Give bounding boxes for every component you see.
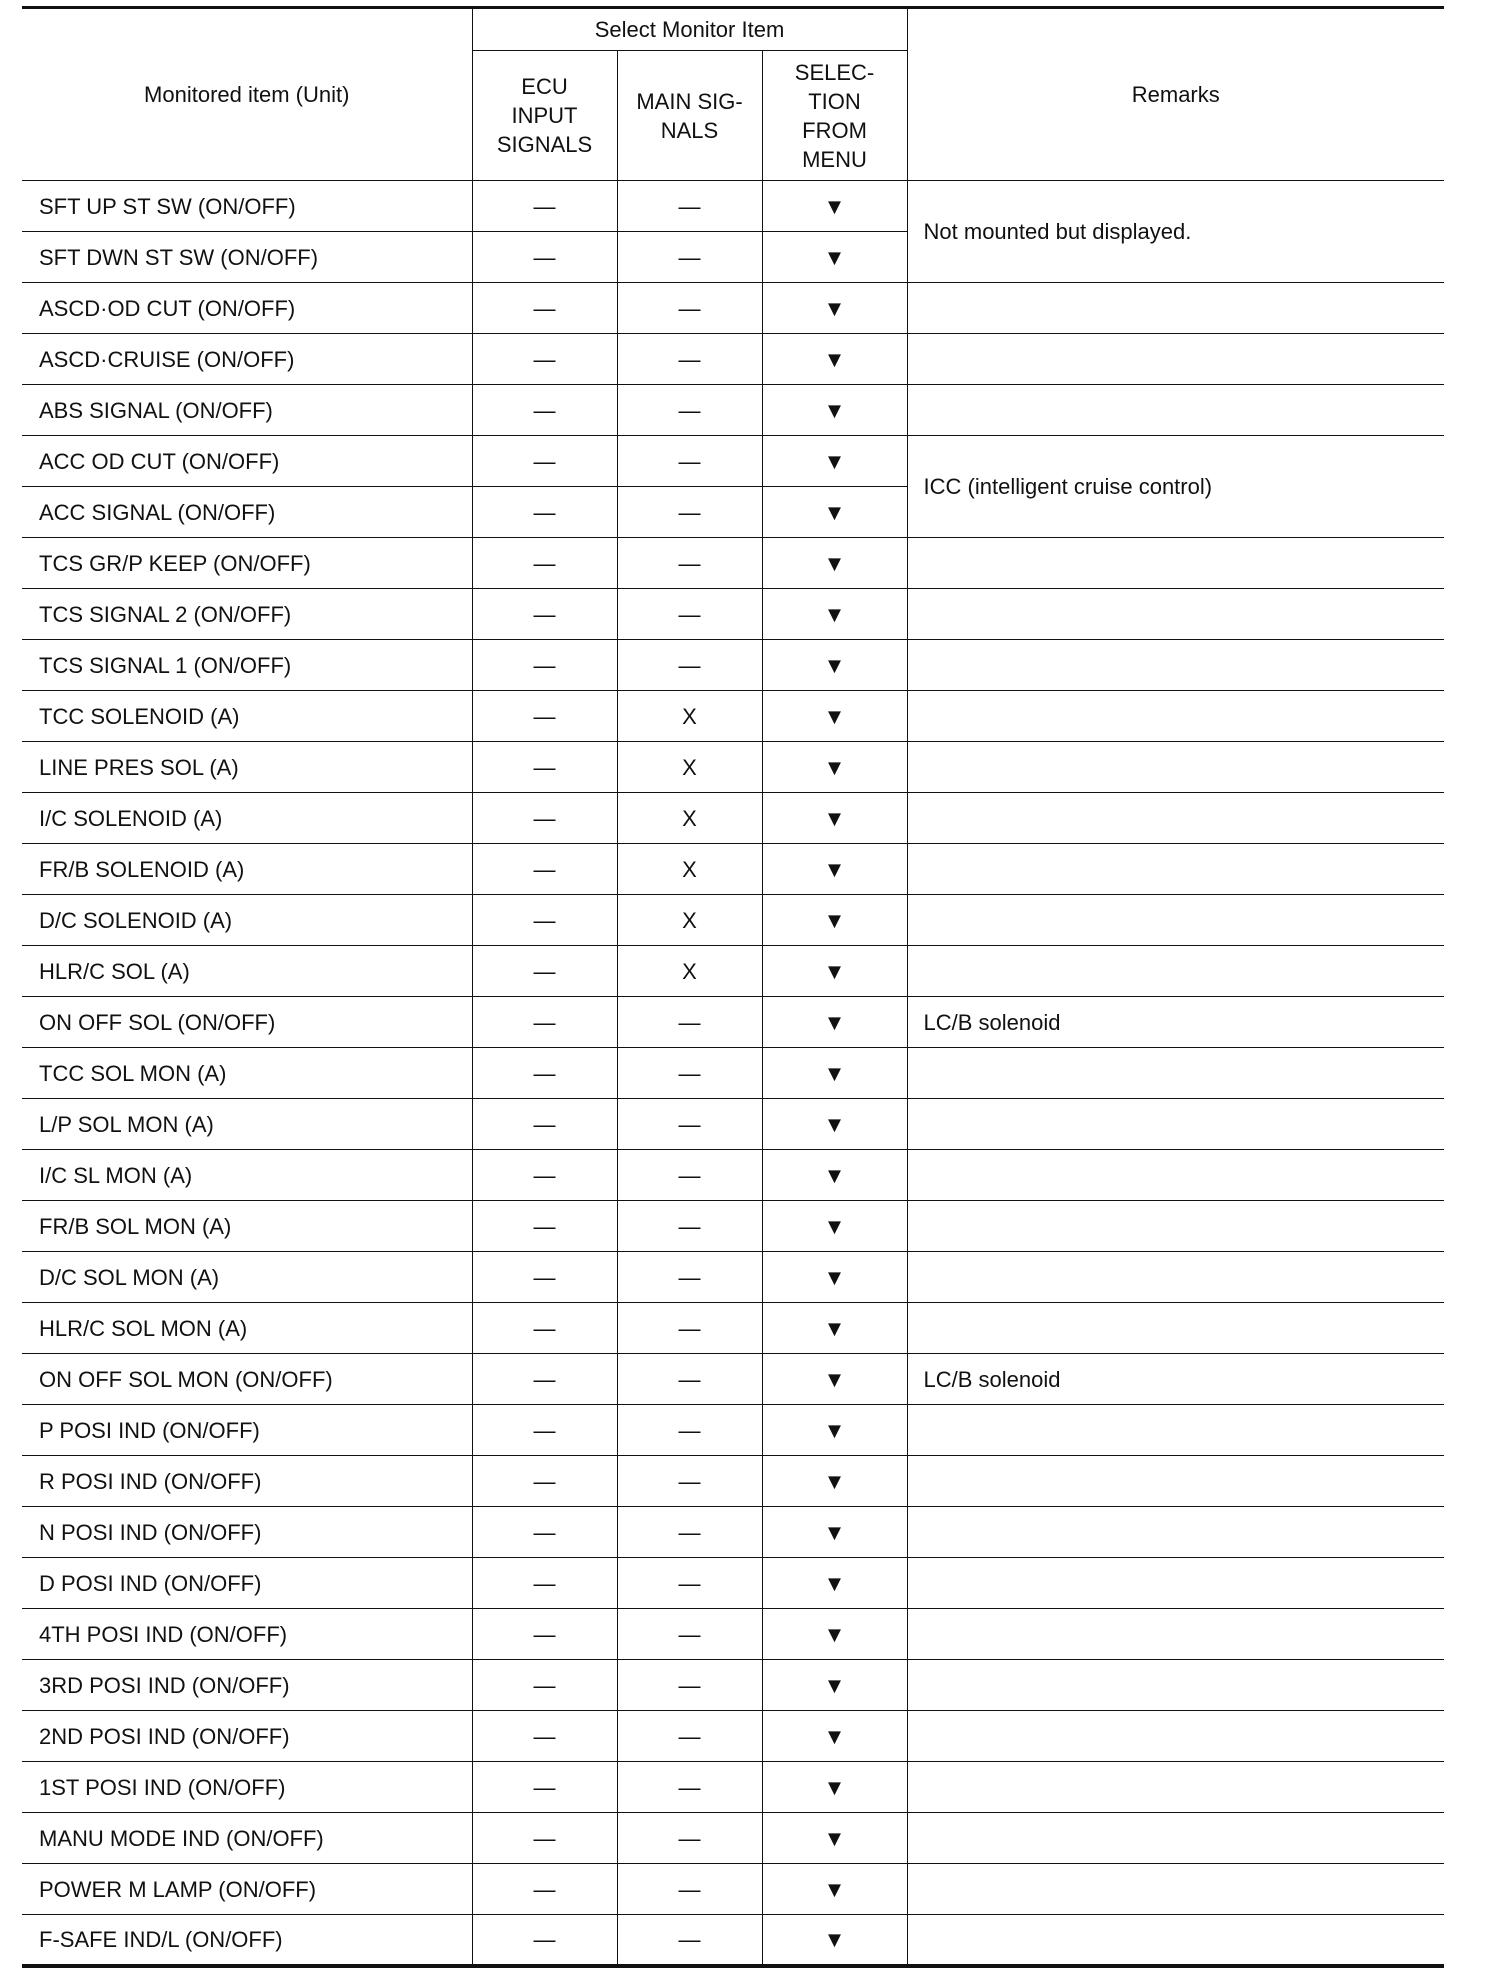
monitored-item-cell: MANU MODE IND (ON/OFF) [22, 1813, 472, 1864]
table-row [22, 1354, 1444, 1405]
remarks-cell [907, 1660, 1444, 1711]
main-signals-cell: — [617, 1099, 762, 1150]
monitored-item-cell: N POSI IND (ON/OFF) [22, 1507, 472, 1558]
remarks-cell [907, 946, 1444, 997]
monitored-item-cell: ASCD·OD CUT (ON/OFF) [22, 283, 472, 334]
table-row [22, 1048, 1444, 1099]
remarks-cell [907, 844, 1444, 895]
main-signals-cell: X [617, 742, 762, 793]
ecu-input-signals-cell: — [472, 691, 617, 742]
main-signals-cell: X [617, 793, 762, 844]
main-signals-cell: — [617, 589, 762, 640]
down-triangle-icon: ▼ [823, 1468, 846, 1494]
monitored-item-cell: TCS GR/P KEEP (ON/OFF) [22, 538, 472, 589]
monitored-item-cell: TCC SOLENOID (A) [22, 691, 472, 742]
down-triangle-icon: ▼ [823, 1876, 846, 1902]
selection-from-menu-cell [762, 1507, 907, 1558]
monitored-item-cell: TCS SIGNAL 1 (ON/OFF) [22, 640, 472, 691]
down-triangle-icon: ▼ [823, 1162, 846, 1188]
remarks-cell [907, 640, 1444, 691]
table-row [22, 385, 1444, 436]
monitored-item-cell: ON OFF SOL MON (ON/OFF) [22, 1354, 472, 1405]
ecu-input-signals-cell: — [472, 1711, 617, 1762]
selection-from-menu-cell [762, 589, 907, 640]
table-row [22, 742, 1444, 793]
down-triangle-icon: ▼ [823, 1009, 846, 1035]
table-row [22, 436, 1444, 487]
header-main-line: NALS [660, 117, 719, 143]
table-row [22, 844, 1444, 895]
selection-from-menu-cell [762, 1354, 907, 1405]
selection-from-menu-cell [762, 1864, 907, 1915]
table-row [22, 1303, 1444, 1354]
table-row [22, 589, 1444, 640]
selection-from-menu-cell [762, 742, 907, 793]
monitored-item-cell: 4TH POSI IND (ON/OFF) [22, 1609, 472, 1660]
down-triangle-icon: ▼ [823, 1111, 846, 1137]
down-triangle-icon: ▼ [823, 1774, 846, 1800]
main-signals-cell: — [617, 1303, 762, 1354]
table-row [22, 1201, 1444, 1252]
down-triangle-icon: ▼ [823, 703, 846, 729]
table-row [22, 1558, 1444, 1609]
ecu-input-signals-cell: — [472, 1354, 617, 1405]
header-main-signals [617, 51, 762, 181]
down-triangle-icon: ▼ [823, 1672, 846, 1698]
header-selection-line: TION [808, 88, 861, 114]
header-selection-line: SELEC- [794, 59, 875, 85]
ecu-input-signals-cell: — [472, 1507, 617, 1558]
selection-from-menu-cell [762, 946, 907, 997]
down-triangle-icon: ▼ [823, 499, 846, 525]
header-main-line: MAIN SIG- [636, 88, 743, 114]
ecu-input-signals-cell: — [472, 640, 617, 691]
remarks-cell [907, 691, 1444, 742]
selection-from-menu-cell [762, 1456, 907, 1507]
table-row [22, 1915, 1444, 1966]
header-ecu-input-signals [472, 51, 617, 181]
selection-from-menu-cell [762, 691, 907, 742]
remarks-cell [907, 793, 1444, 844]
ecu-input-signals-cell: — [472, 1456, 617, 1507]
ecu-input-signals-cell: — [472, 1303, 617, 1354]
ecu-input-signals-cell: — [472, 1201, 617, 1252]
main-signals-cell: — [617, 1048, 762, 1099]
monitored-item-cell: SFT UP ST SW (ON/OFF) [22, 181, 472, 232]
monitored-item-cell: ON OFF SOL (ON/OFF) [22, 997, 472, 1048]
remarks-cell [907, 538, 1444, 589]
monitored-item-cell: D POSI IND (ON/OFF) [22, 1558, 472, 1609]
monitored-item-cell: D/C SOLENOID (A) [22, 895, 472, 946]
main-signals-cell: — [617, 385, 762, 436]
ecu-input-signals-cell: — [472, 997, 617, 1048]
ecu-input-signals-cell: — [472, 1762, 617, 1813]
down-triangle-icon: ▼ [823, 193, 846, 219]
main-signals-cell: — [617, 640, 762, 691]
down-triangle-icon: ▼ [823, 1366, 846, 1392]
selection-from-menu-cell [762, 1201, 907, 1252]
ecu-input-signals-cell: — [472, 436, 617, 487]
remarks-cell: LC/B solenoid [907, 997, 1444, 1048]
monitored-item-cell: D/C SOL MON (A) [22, 1252, 472, 1303]
down-triangle-icon: ▼ [823, 1264, 846, 1290]
table-row [22, 895, 1444, 946]
main-signals-cell: — [617, 1354, 762, 1405]
selection-from-menu-cell [762, 1711, 907, 1762]
ecu-input-signals-cell: — [472, 1150, 617, 1201]
ecu-input-signals-cell: — [472, 844, 617, 895]
selection-from-menu-cell [762, 1915, 907, 1966]
selection-from-menu-cell [762, 844, 907, 895]
monitored-item-cell: P POSI IND (ON/OFF) [22, 1405, 472, 1456]
monitored-item-cell: TCC SOL MON (A) [22, 1048, 472, 1099]
monitored-item-cell: I/C SL MON (A) [22, 1150, 472, 1201]
main-signals-cell: — [617, 232, 762, 283]
main-signals-cell: — [617, 1456, 762, 1507]
remarks-cell [907, 1711, 1444, 1762]
down-triangle-icon: ▼ [823, 346, 846, 372]
ecu-input-signals-cell: — [472, 334, 617, 385]
monitored-item-cell: I/C SOLENOID (A) [22, 793, 472, 844]
main-signals-cell: — [617, 436, 762, 487]
down-triangle-icon: ▼ [823, 1213, 846, 1239]
selection-from-menu-cell [762, 640, 907, 691]
remarks-cell [907, 1150, 1444, 1201]
main-signals-cell: — [617, 1405, 762, 1456]
selection-from-menu-cell [762, 181, 907, 232]
table-row [22, 1711, 1444, 1762]
remarks-cell [907, 1405, 1444, 1456]
monitored-item-cell: R POSI IND (ON/OFF) [22, 1456, 472, 1507]
remarks-cell [907, 1252, 1444, 1303]
remarks-cell [907, 1048, 1444, 1099]
down-triangle-icon: ▼ [823, 448, 846, 474]
remarks-cell [907, 1303, 1444, 1354]
remarks-cell [907, 1609, 1444, 1660]
selection-from-menu-cell [762, 436, 907, 487]
selection-from-menu-cell [762, 1252, 907, 1303]
remarks-cell [907, 1915, 1444, 1966]
monitored-item-cell: LINE PRES SOL (A) [22, 742, 472, 793]
table-row [22, 1762, 1444, 1813]
selection-from-menu-cell [762, 538, 907, 589]
table-row [22, 691, 1444, 742]
main-signals-cell: — [617, 1660, 762, 1711]
header-selection-line: MENU [802, 146, 867, 172]
table-row [22, 1813, 1444, 1864]
monitored-item-cell: FR/B SOLENOID (A) [22, 844, 472, 895]
ecu-input-signals-cell: — [472, 1405, 617, 1456]
ecu-input-signals-cell: — [472, 181, 617, 232]
monitored-item-cell: ACC OD CUT (ON/OFF) [22, 436, 472, 487]
main-signals-cell: — [617, 1864, 762, 1915]
ecu-input-signals-cell: — [472, 1864, 617, 1915]
ecu-input-signals-cell: — [472, 895, 617, 946]
table-row [22, 283, 1444, 334]
selection-from-menu-cell [762, 1405, 907, 1456]
table-row [22, 1099, 1444, 1150]
table-row [22, 1405, 1444, 1456]
remarks-cell [907, 1813, 1444, 1864]
down-triangle-icon: ▼ [823, 652, 846, 678]
main-signals-cell: — [617, 1813, 762, 1864]
monitored-item-cell: 2ND POSI IND (ON/OFF) [22, 1711, 472, 1762]
table-row [22, 640, 1444, 691]
table-row [22, 1609, 1444, 1660]
main-signals-cell: — [617, 283, 762, 334]
selection-from-menu-cell [762, 1558, 907, 1609]
table-row [22, 1150, 1444, 1201]
remarks-cell [907, 1507, 1444, 1558]
table-row [22, 181, 1444, 232]
main-signals-cell: X [617, 691, 762, 742]
selection-from-menu-cell [762, 895, 907, 946]
remarks-cell [907, 1099, 1444, 1150]
monitored-item-cell: ACC SIGNAL (ON/OFF) [22, 487, 472, 538]
header-monitored-item: Monitored item (Unit) [22, 8, 472, 181]
remarks-cell: LC/B solenoid [907, 1354, 1444, 1405]
ecu-input-signals-cell: — [472, 1813, 617, 1864]
ecu-input-signals-cell: — [472, 1048, 617, 1099]
remarks-cell [907, 1558, 1444, 1609]
table-body [22, 181, 1444, 1966]
header-ecu-line: SIGNALS [496, 132, 593, 157]
header-selection-from-menu [762, 51, 907, 181]
table-row [22, 1660, 1444, 1711]
ecu-input-signals-cell: — [472, 385, 617, 436]
remarks-cell [907, 1762, 1444, 1813]
selection-from-menu-cell [762, 1660, 907, 1711]
ecu-input-signals-cell: — [472, 232, 617, 283]
down-triangle-icon: ▼ [823, 397, 846, 423]
remarks-cell [907, 1456, 1444, 1507]
main-signals-cell: — [617, 1558, 762, 1609]
monitor-item-table [22, 6, 1444, 1968]
monitored-item-cell: L/P SOL MON (A) [22, 1099, 472, 1150]
down-triangle-icon: ▼ [823, 856, 846, 882]
selection-from-menu-cell [762, 1048, 907, 1099]
table-row [22, 997, 1444, 1048]
main-signals-cell: — [617, 997, 762, 1048]
main-signals-cell: — [617, 1915, 762, 1966]
monitored-item-cell: 3RD POSI IND (ON/OFF) [22, 1660, 472, 1711]
selection-from-menu-cell [762, 1150, 907, 1201]
remarks-cell [907, 1864, 1444, 1915]
header-ecu-line: ECU [521, 74, 568, 99]
table-row [22, 1864, 1444, 1915]
main-signals-cell: X [617, 895, 762, 946]
selection-from-menu-cell [762, 793, 907, 844]
table-row [22, 946, 1444, 997]
down-triangle-icon: ▼ [823, 805, 846, 831]
monitored-item-cell: POWER M LAMP (ON/OFF) [22, 1864, 472, 1915]
ecu-input-signals-cell: — [472, 283, 617, 334]
selection-from-menu-cell [762, 487, 907, 538]
main-signals-cell: — [617, 1507, 762, 1558]
remarks-cell: ICC (intelligent cruise control) [907, 436, 1444, 538]
main-signals-cell: — [617, 1711, 762, 1762]
down-triangle-icon: ▼ [823, 1315, 846, 1341]
selection-from-menu-cell [762, 334, 907, 385]
down-triangle-icon: ▼ [823, 550, 846, 576]
down-triangle-icon: ▼ [823, 601, 846, 627]
ecu-input-signals-cell: — [472, 589, 617, 640]
monitored-item-cell: HLR/C SOL MON (A) [22, 1303, 472, 1354]
monitored-item-cell: 1ST POSI IND (ON/OFF) [22, 1762, 472, 1813]
down-triangle-icon: ▼ [823, 1519, 846, 1545]
ecu-input-signals-cell: — [472, 1660, 617, 1711]
down-triangle-icon: ▼ [823, 1570, 846, 1596]
down-triangle-icon: ▼ [823, 754, 846, 780]
selection-from-menu-cell [762, 1762, 907, 1813]
main-signals-cell: — [617, 487, 762, 538]
ecu-input-signals-cell: — [472, 793, 617, 844]
ecu-input-signals-cell: — [472, 1252, 617, 1303]
remarks-cell [907, 895, 1444, 946]
selection-from-menu-cell [762, 232, 907, 283]
remarks-cell [907, 283, 1444, 334]
main-signals-cell: — [617, 334, 762, 385]
down-triangle-icon: ▼ [823, 1417, 846, 1443]
monitored-item-cell: ABS SIGNAL (ON/OFF) [22, 385, 472, 436]
main-signals-cell: — [617, 1252, 762, 1303]
header-select-monitor-item: Select Monitor Item [472, 8, 907, 51]
ecu-input-signals-cell: — [472, 538, 617, 589]
down-triangle-icon: ▼ [823, 1621, 846, 1647]
remarks-cell [907, 1201, 1444, 1252]
remarks-cell [907, 385, 1444, 436]
down-triangle-icon: ▼ [823, 1723, 846, 1749]
ecu-input-signals-cell: — [472, 1609, 617, 1660]
table-row [22, 538, 1444, 589]
header-selection-line: FROM [802, 117, 867, 143]
header-ecu-line: INPUT [511, 103, 578, 128]
main-signals-cell: — [617, 1201, 762, 1252]
monitored-item-cell: SFT DWN ST SW (ON/OFF) [22, 232, 472, 283]
header-remarks: Remarks [907, 8, 1444, 181]
selection-from-menu-cell [762, 997, 907, 1048]
monitored-item-cell: ASCD·CRUISE (ON/OFF) [22, 334, 472, 385]
selection-from-menu-cell [762, 385, 907, 436]
main-signals-cell: X [617, 946, 762, 997]
selection-from-menu-cell [762, 283, 907, 334]
monitored-item-cell: F-SAFE IND/L (ON/OFF) [22, 1915, 472, 1966]
remarks-cell: Not mounted but displayed. [907, 181, 1444, 283]
ecu-input-signals-cell: — [472, 1099, 617, 1150]
remarks-cell [907, 589, 1444, 640]
selection-from-menu-cell [762, 1303, 907, 1354]
table-row [22, 1456, 1444, 1507]
table-row [22, 1252, 1444, 1303]
ecu-input-signals-cell: — [472, 487, 617, 538]
down-triangle-icon: ▼ [823, 1060, 846, 1086]
down-triangle-icon: ▼ [823, 907, 846, 933]
ecu-input-signals-cell: — [472, 1915, 617, 1966]
down-triangle-icon: ▼ [823, 1926, 846, 1952]
down-triangle-icon: ▼ [823, 1825, 846, 1851]
down-triangle-icon: ▼ [823, 244, 846, 270]
monitored-item-cell: TCS SIGNAL 2 (ON/OFF) [22, 589, 472, 640]
main-signals-cell: — [617, 1609, 762, 1660]
main-signals-cell: — [617, 538, 762, 589]
main-signals-cell: X [617, 844, 762, 895]
table-row [22, 334, 1444, 385]
ecu-input-signals-cell: — [472, 1558, 617, 1609]
table-row [22, 793, 1444, 844]
monitored-item-cell: HLR/C SOL (A) [22, 946, 472, 997]
ecu-input-signals-cell: — [472, 742, 617, 793]
selection-from-menu-cell [762, 1609, 907, 1660]
remarks-cell [907, 742, 1444, 793]
selection-from-menu-cell [762, 1099, 907, 1150]
remarks-cell [907, 334, 1444, 385]
table-row [22, 1507, 1444, 1558]
ecu-input-signals-cell: — [472, 946, 617, 997]
main-signals-cell: — [617, 1762, 762, 1813]
main-signals-cell: — [617, 1150, 762, 1201]
down-triangle-icon: ▼ [823, 958, 846, 984]
down-triangle-icon: ▼ [823, 295, 846, 321]
monitored-item-cell: FR/B SOL MON (A) [22, 1201, 472, 1252]
selection-from-menu-cell [762, 1813, 907, 1864]
main-signals-cell: — [617, 181, 762, 232]
